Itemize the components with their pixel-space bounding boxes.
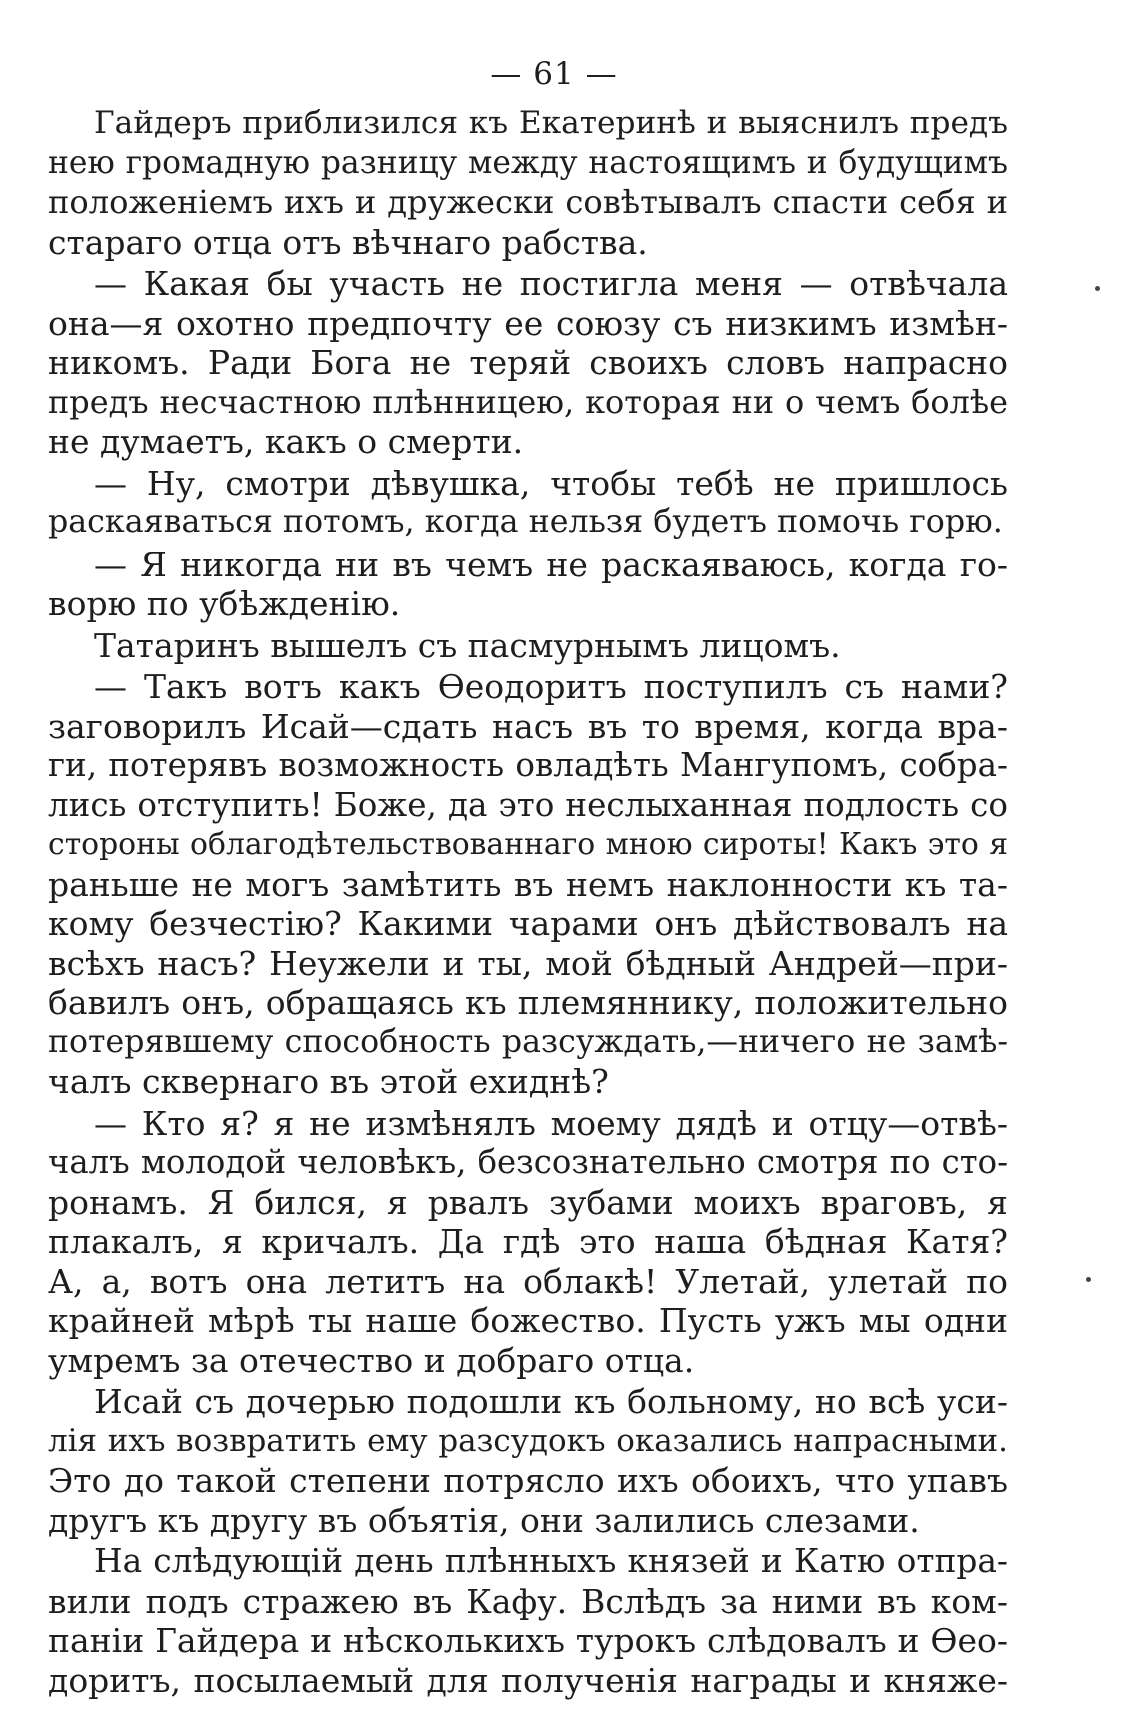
text-line: — Кто я? я не измѣнялъ моему дядѣ и отцу—отвѣ-	[94, 1103, 1008, 1143]
text-line: раньше не могъ замѣтить въ немъ наклонности къ та-	[48, 864, 1008, 904]
text-line: заговорилъ Исай—сдать насъ въ то время, когда вра-	[48, 706, 1008, 746]
text-line: другъ къ другу въ объятiя, они залились слезами.	[48, 1500, 920, 1540]
paragraph	[48, 1382, 1008, 1540]
text-line: положенiемъ ихъ и дружески совѣтывалъ спасти себя и	[48, 183, 1008, 221]
text-line: доритъ, посылаемый для полученiя награды и княже-	[48, 1660, 1008, 1700]
text-line: ги, потерявъ возможность овладѣть Мангупомъ, собра-	[48, 746, 1008, 784]
text-line: кому безчестiю? Какими чарами онъ дѣйствовалъ на	[48, 904, 1008, 943]
text-line: лiя ихъ возвратить ему разсудокъ оказались напрасными.	[48, 1422, 1008, 1459]
text-line: Гайдеръ приблизился къ Екатеринѣ и выяснилъ предъ	[94, 105, 1008, 141]
text-line: чалъ сквернаго въ этой ехиднѣ?	[48, 1062, 609, 1101]
print-speck	[1086, 1277, 1091, 1282]
text-line: никомъ. Ради Бога не теряй своихъ словъ напрасно	[48, 343, 1008, 382]
paragraph	[48, 104, 1008, 262]
text-line: — Ну, смотри дѣвушка, чтобы тебѣ не пришлось	[94, 463, 1008, 503]
print-speck	[1095, 286, 1100, 291]
text-line: — Я никогда ни въ чемъ не раскаяваюсь, когда го-	[94, 544, 1008, 584]
text-line: стараго отца отъ вѣчнаго рабства.	[48, 222, 648, 262]
paragraph	[48, 667, 1008, 1102]
paragraph	[48, 1104, 1008, 1381]
paragraph	[48, 464, 1008, 543]
text-line: — Такъ вотъ какъ Ѳеодоритъ поступилъ съ нами?	[94, 667, 1008, 706]
text-line: Исай съ дочерью подошли къ больному, но всѣ уси-	[94, 1382, 1008, 1421]
paragraph	[48, 545, 1008, 624]
text-line: нею громадную разницу между настоящимъ и будущимъ	[48, 144, 1008, 181]
text-line: бавилъ онъ, обращаясь къ племяннику, положительно	[48, 983, 1008, 1022]
paragraph	[48, 1542, 1008, 1700]
text-line: ворю по убѣжденiю.	[48, 584, 401, 623]
text-line: предъ несчастною плѣнницею, которая ни о чемъ болѣе	[48, 382, 1008, 421]
text-line: умремъ за отечество и добраго отца.	[48, 1340, 695, 1380]
text-line: Это до такой степени потрясло ихъ обоихъ, что упавъ	[48, 1461, 1008, 1500]
paragraph	[48, 626, 1008, 666]
text-line: — Какая бы участь не постигла меня — отвѣчала	[94, 264, 1008, 303]
text-line: крайней мѣрѣ ты наше божество. Пусть ужъ мы одни	[48, 1301, 1008, 1340]
text-line: раскаяваться потомъ, когда нельзя будетъ помочь горю.	[48, 504, 1003, 540]
text-line: стороны облагодѣтельствованнаго мною сироты! Какъ это я	[48, 827, 1008, 862]
text-line: А, а, вотъ она летитъ на облакѣ! Улетай, улетай по	[48, 1261, 1008, 1301]
text-line: вили подъ стражею въ Кафу. Вслѣдъ за ними въ ком-	[48, 1581, 1008, 1621]
text-line: Татаринъ вышелъ съ пасмурнымъ лицомъ.	[94, 625, 841, 665]
text-line: всѣхъ насъ? Неужели и ты, мой бѣдный Андрей—при-	[48, 943, 1008, 983]
text-body	[48, 104, 1008, 1700]
text-line: лись отступить! Боже, да это неслыханная подлость со	[48, 785, 1008, 824]
page-number: — 61 —	[490, 56, 618, 92]
text-line: чалъ молодой человѣкъ, безсознательно смотря по сто-	[48, 1143, 1008, 1181]
text-line: На слѣдующiй день плѣнныхъ князей и Катю отпра-	[94, 1542, 1008, 1580]
text-line: ронамъ. Я бился, я рвалъ зубами моихъ враговъ, я	[48, 1182, 1008, 1222]
text-line: панiи Гайдера и нѣсколькихъ турокъ слѣдовалъ и Ѳео-	[48, 1621, 1008, 1660]
text-line: не думаетъ, какъ о смерти.	[48, 422, 524, 461]
text-line: потерявшему способность разсуждать,—ничего не замѣ-	[48, 1023, 1008, 1060]
text-line: плакалъ, я кричалъ. Да гдѣ это наша бѣдная Катя?	[48, 1222, 1008, 1261]
text-line: она—я охотно предпочту ее союзу съ низкимъ измѣн-	[48, 303, 1008, 343]
paragraph	[48, 264, 1008, 462]
